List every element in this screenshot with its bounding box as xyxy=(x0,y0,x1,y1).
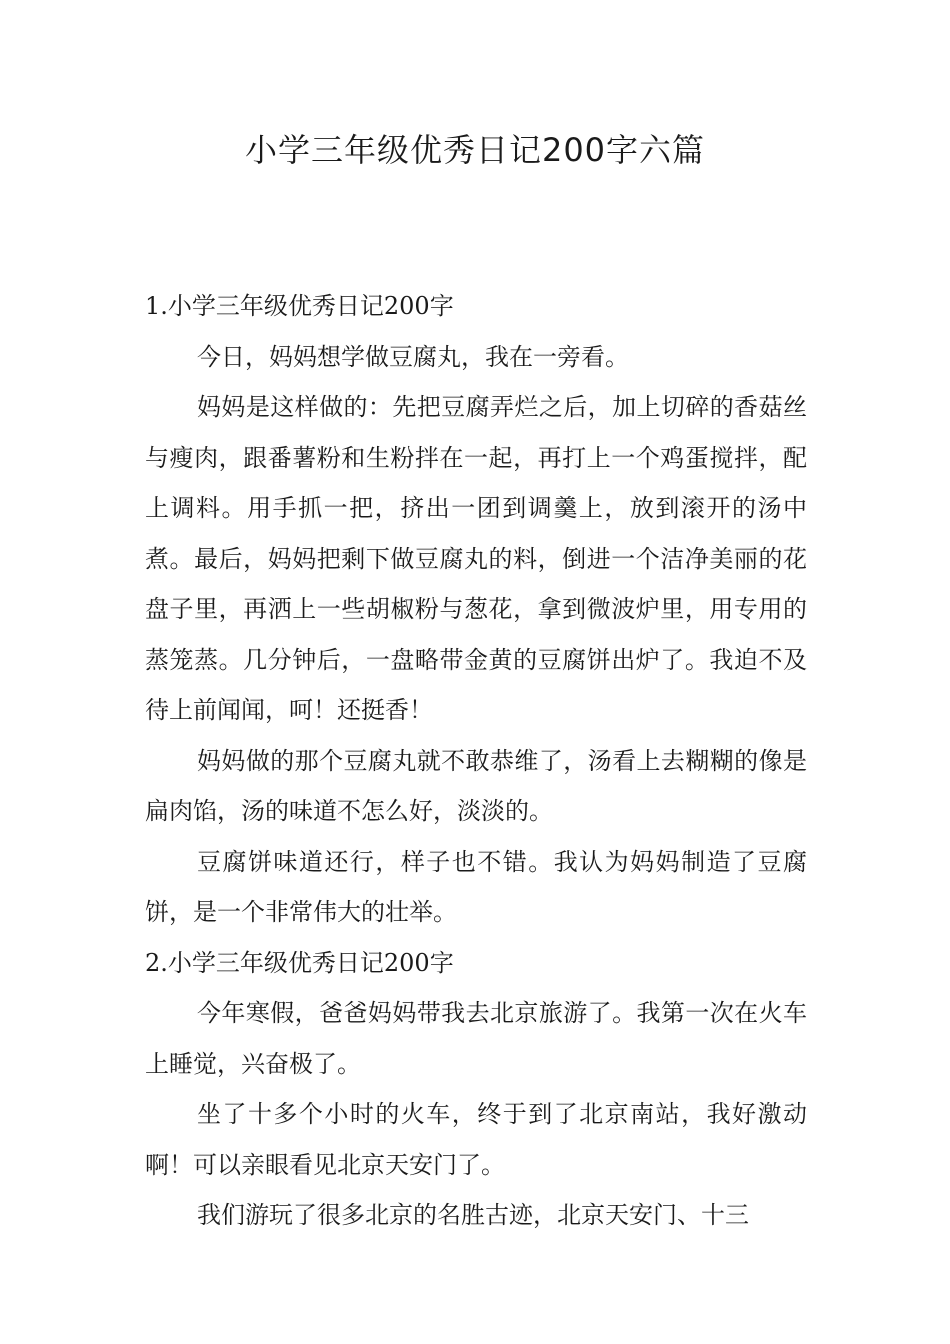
paragraph: 豆腐饼味道还行，样子也不错。我认为妈妈制造了豆腐饼，是一个非常伟大的壮举。 xyxy=(145,847,807,926)
paragraph: 今年寒假，爸爸妈妈带我去北京旅游了。我第一次在火车上睡觉，兴奋极了。 xyxy=(145,999,807,1078)
paragraph: 坐了十多个小时的火车，终于到了北京南站，我好激动啊！可以亲眼看见北京天安门了。 xyxy=(145,1100,807,1179)
document-title: 小学三年级优秀日记200字六篇 xyxy=(244,131,706,169)
section-heading-1: 1.小学三年级优秀日记200字 xyxy=(145,292,454,320)
paragraph: 妈妈是这样做的：先把豆腐弄烂之后，加上切碎的香菇丝与瘦肉，跟番薯粉和生粉拌在一起，再打上一个鸡蛋搅拌，配上调料。用手抓一把，挤出一团到调羹上，放到滚开的汤中煮。最后，妈妈把剩下做豆腐丸的料，倒进一个洁净美丽的花盘子里，再洒上一些胡椒粉与葱花，拿到微波炉里，用专用的蒸笼蒸。几分钟后，一盘略带金黄的豆腐饼出炉了。我迫不及待上前闻闻，呵！还挺香！ xyxy=(145,393,807,724)
section-heading-2: 2.小学三年级优秀日记200字 xyxy=(145,948,454,977)
paragraph: 我们游玩了很多北京的名胜古迹，北京天安门、十三 xyxy=(197,1201,749,1229)
document-body xyxy=(145,281,807,1241)
paragraph: 今日，妈妈想学做豆腐丸，我在一旁看。 xyxy=(197,342,629,371)
paragraph: 妈妈做的那个豆腐丸就不敢恭维了，汤看上去糊糊的像是扁肉馅，汤的味道不怎么好，淡淡的。 xyxy=(145,746,807,825)
